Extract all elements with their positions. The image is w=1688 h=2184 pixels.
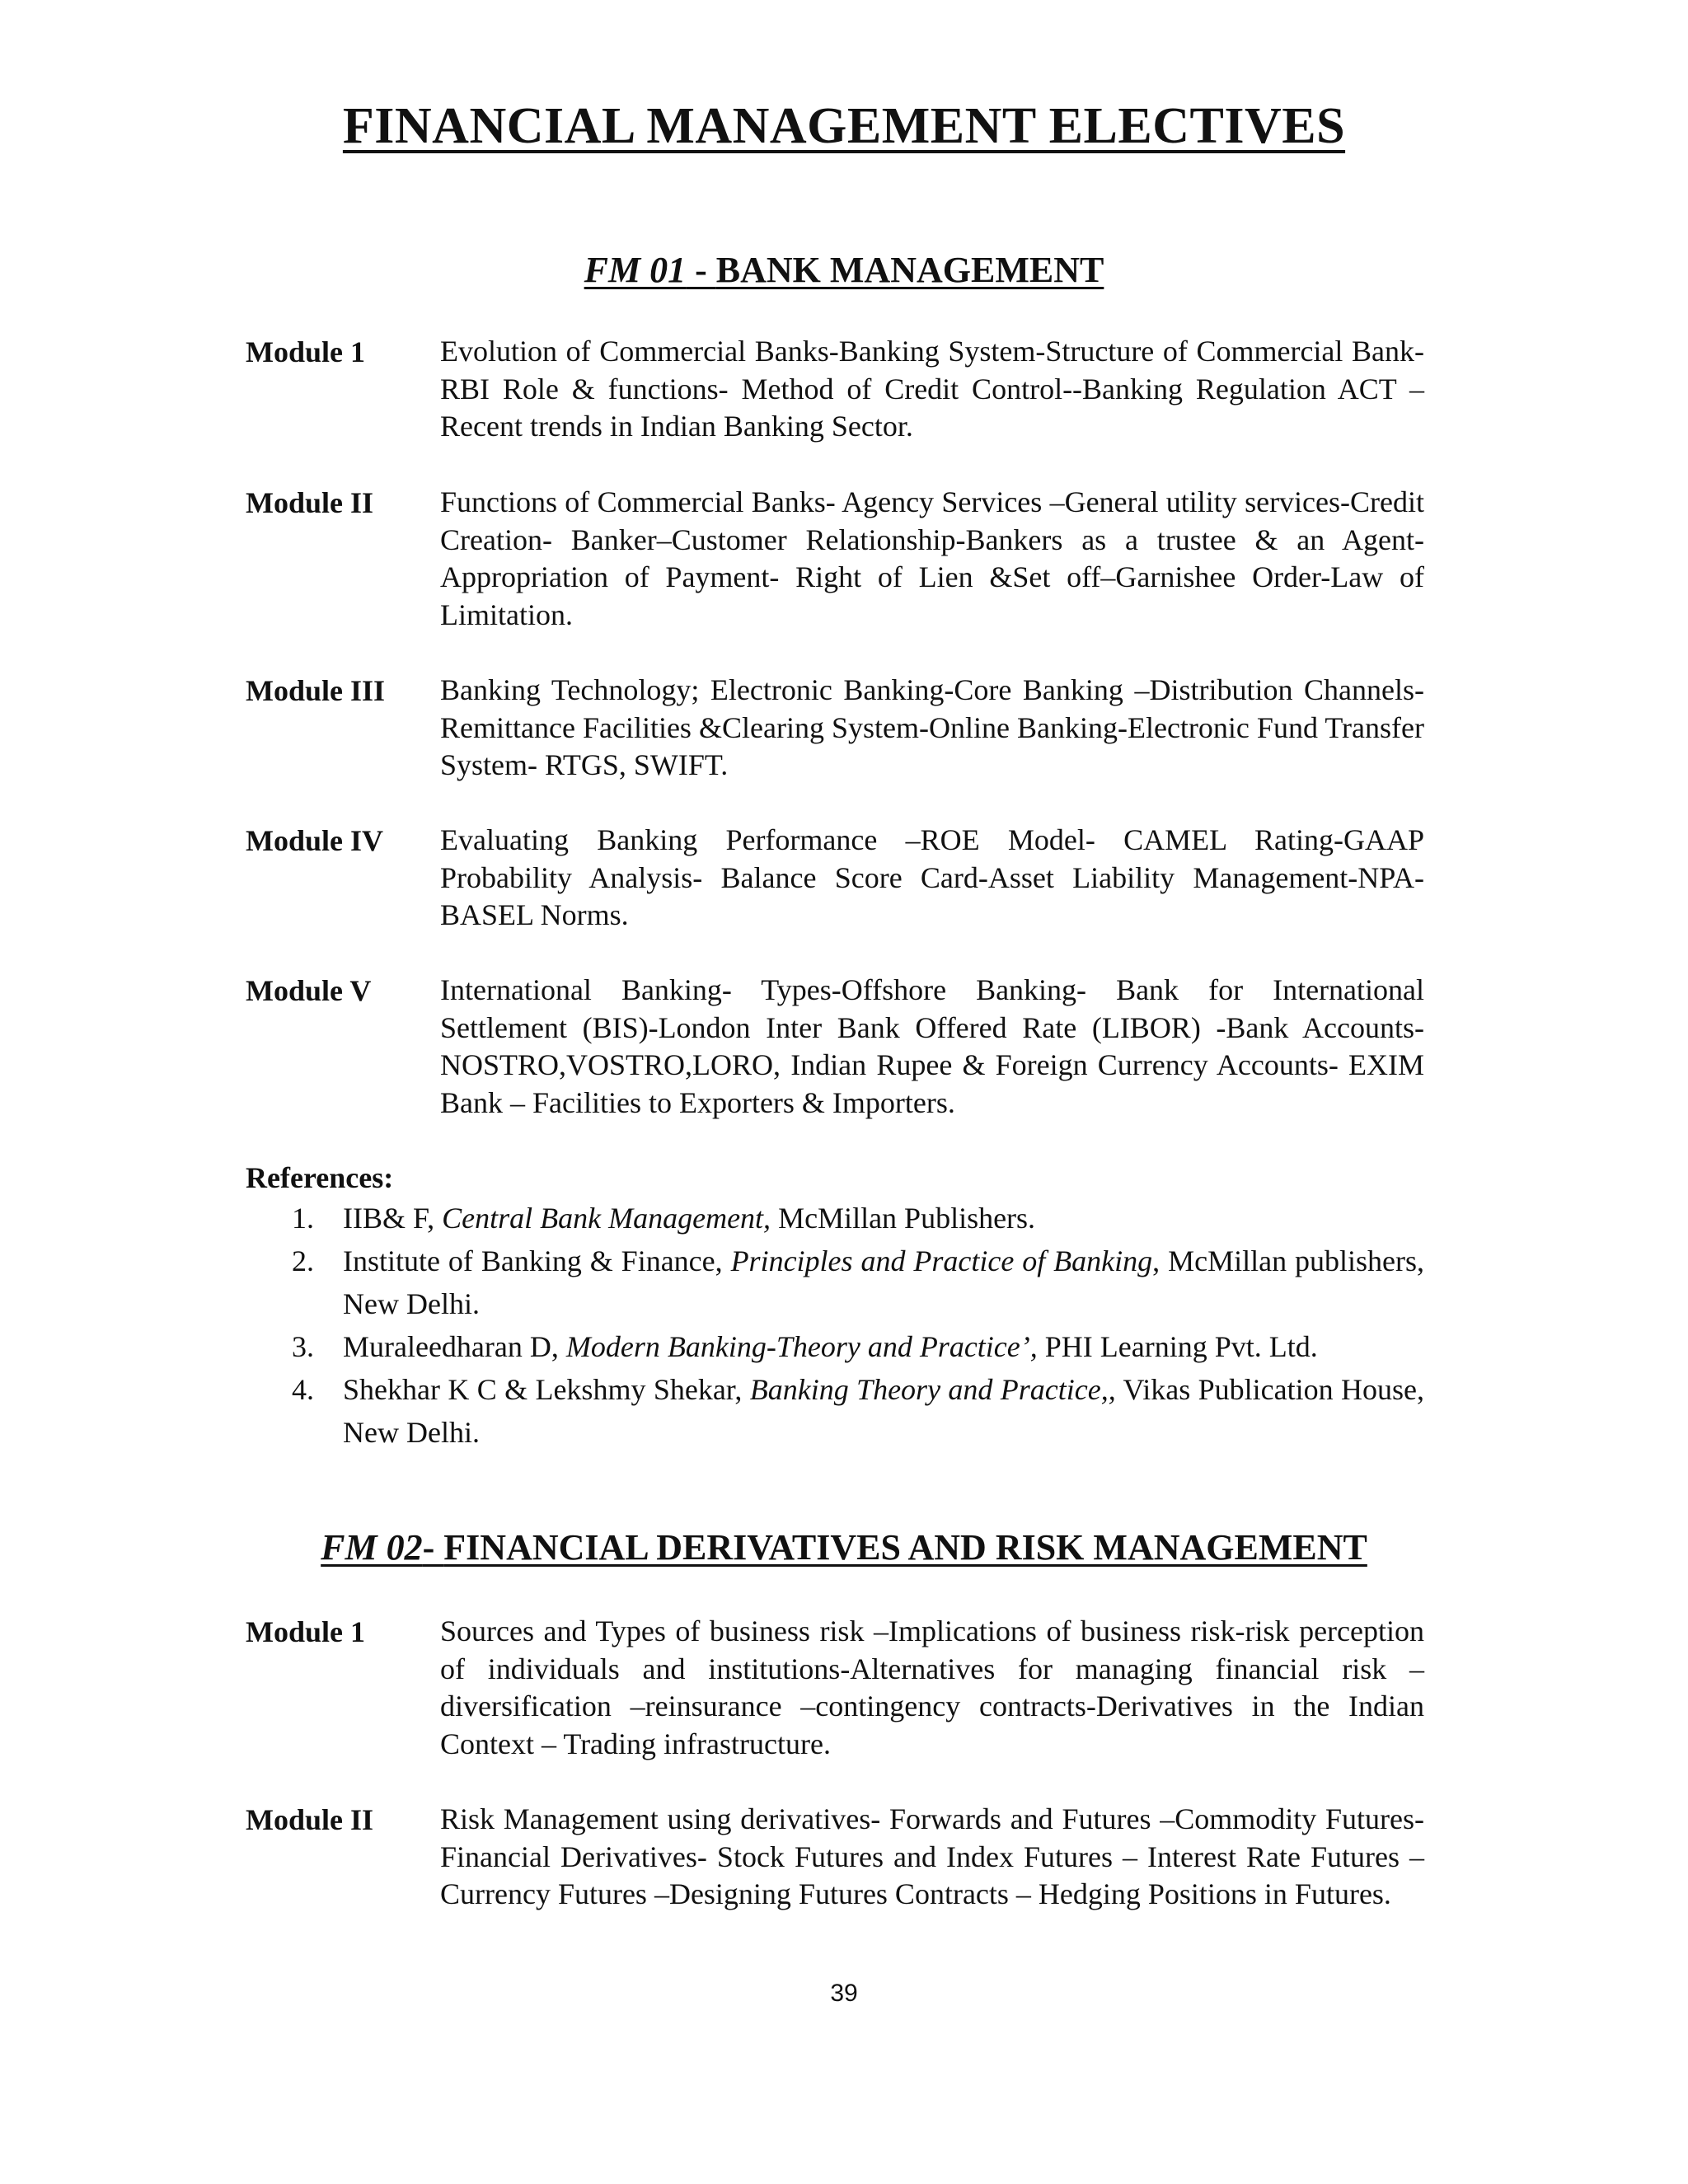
section-separator: - bbox=[422, 1527, 444, 1568]
reference-author: Shekhar K C & Lekshmy Shekar, bbox=[343, 1373, 750, 1406]
module-text: International Banking- Types-Offshore Banking- Bank for International Settlement (BIS)-London Inter Bank Offered Rate (LIBOR) -Bank Accounts- NOSTRO,VOSTRO,LORO, Indian Rupee & Foreign Currency Accounts- EXIM Bank – Facilities to Exporters & Importers. bbox=[440, 973, 1424, 1119]
module-label: Module II bbox=[246, 1803, 374, 1836]
module-label: Module IV bbox=[246, 824, 384, 857]
module-label: Module III bbox=[246, 674, 386, 707]
reference-item bbox=[246, 1368, 1424, 1454]
module-text: Sources and Types of business risk –Implications of business risk-risk perception of individuals and institutions-Alternatives for managing financial risk –diversification –reinsurance –contingency contracts-Derivatives in the Indian Context – Trading infrastructure. bbox=[440, 1615, 1424, 1760]
module-text: Risk Management using derivatives- Forwards and Futures –Commodity Futures- Financial Derivatives- Stock Futures and Index Futures – Interest Rate Futures – Currency Futures –Designing Futures Contracts – Hedging Positions in Futures. bbox=[440, 1802, 1424, 1910]
reference-publisher: PHI Learning Pvt. Ltd. bbox=[1037, 1330, 1318, 1363]
reference-title: Banking Theory and Practice,, bbox=[749, 1373, 1116, 1406]
module-block bbox=[246, 1801, 1424, 1914]
reference-author: Muraleedharan D, bbox=[343, 1330, 566, 1363]
reference-title: Central Bank Management, bbox=[442, 1202, 771, 1235]
reference-item bbox=[246, 1197, 1424, 1240]
reference-title: Principles and Practice of Banking bbox=[730, 1244, 1153, 1277]
reference-publisher: Vikas Publication House, New Delhi. bbox=[343, 1373, 1424, 1449]
page-number: 39 bbox=[830, 1980, 858, 2007]
module-text: Banking Technology; Electronic Banking-Core Banking –Distribution Channels- Remittance Facilities &Clearing System-Online Banking-Electronic Fund Transfer System- RTGS, SWIFT. bbox=[440, 673, 1424, 781]
reference-author: Institute of Banking & Finance, bbox=[343, 1244, 731, 1277]
module-block bbox=[246, 1613, 1424, 1763]
module-text: Functions of Commercial Banks- Agency Services –General utility services-Credit Creation- Banker–Customer Relationship-Bankers as a trustee & an Agent-Appropriation of Payment- Right of Lien &Set off–Garnishee Order-Law of Limitation. bbox=[440, 485, 1424, 631]
module-block bbox=[246, 972, 1424, 1122]
section-name: FINANCIAL DERIVATIVES AND RISK MANAGEMENT bbox=[443, 1527, 1367, 1568]
reference-item bbox=[246, 1325, 1424, 1368]
section-code: FM 01 bbox=[584, 250, 687, 290]
reference-publisher: McMillan Publishers. bbox=[771, 1202, 1036, 1235]
module-block bbox=[246, 333, 1424, 446]
section-separator: - bbox=[686, 250, 716, 290]
module-block bbox=[246, 672, 1424, 785]
module-text: Evaluating Banking Performance –ROE Model- CAMEL Rating-GAAP Probability Analysis- Balance Score Card-Asset Liability Management-NPA- BASEL Norms. bbox=[440, 823, 1424, 931]
reference-number: 4. bbox=[292, 1373, 314, 1406]
page-title: FINANCIAL MANAGEMENT ELECTIVES bbox=[342, 98, 1346, 154]
module-label: Module 1 bbox=[246, 335, 366, 368]
module-label: Module 1 bbox=[246, 1615, 366, 1648]
reference-publisher: , McMillan publishers, New Delhi. bbox=[343, 1244, 1424, 1320]
module-block bbox=[246, 822, 1424, 935]
section-code: FM 02 bbox=[321, 1527, 423, 1568]
reference-author: IIB& F, bbox=[343, 1202, 443, 1235]
reference-number: 2. bbox=[292, 1244, 314, 1277]
module-block bbox=[246, 484, 1424, 634]
references-heading: References: bbox=[246, 1161, 394, 1194]
section-name: BANK MANAGEMENT bbox=[715, 250, 1104, 290]
module-text: Evolution of Commercial Banks-Banking System-Structure of Commercial Bank-RBI Role & functions- Method of Credit Control--Banking Regulation ACT –Recent trends in Indian Banking Sector. bbox=[440, 335, 1424, 443]
section-heading-fm01 bbox=[0, 249, 1688, 291]
reference-number: 3. bbox=[292, 1330, 314, 1363]
reference-number: 1. bbox=[292, 1202, 314, 1235]
reference-title: Modern Banking-Theory and Practice’, bbox=[565, 1330, 1038, 1363]
section-heading-fm02 bbox=[0, 1526, 1688, 1568]
references-list bbox=[246, 1197, 1424, 1454]
module-label: Module V bbox=[246, 974, 372, 1007]
reference-item bbox=[246, 1240, 1424, 1325]
module-label: Module II bbox=[246, 486, 374, 519]
